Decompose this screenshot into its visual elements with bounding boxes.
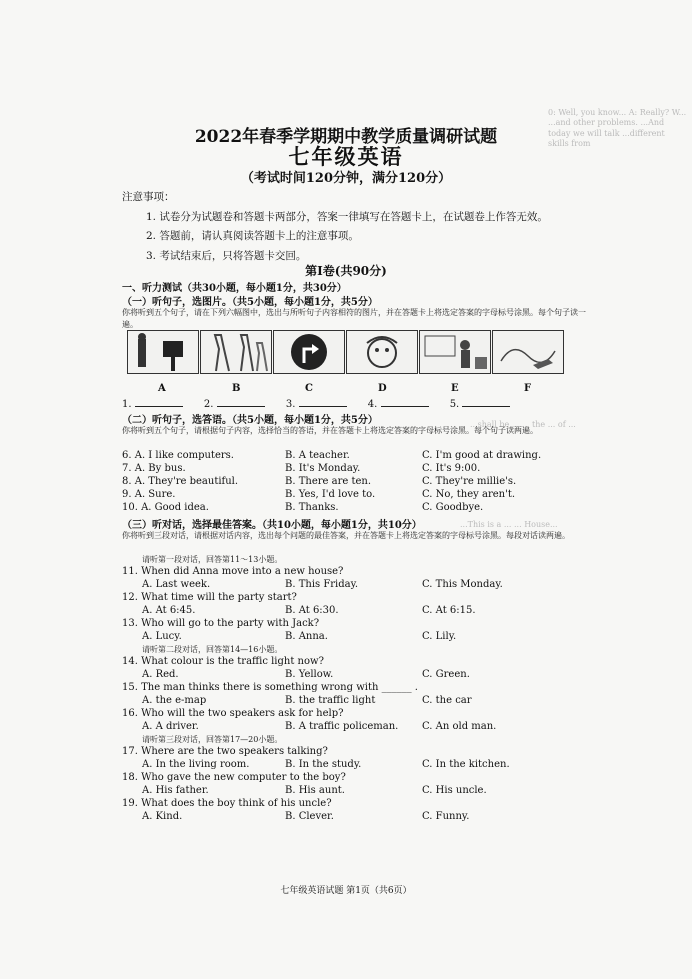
option: C. His uncle. — [422, 785, 487, 796]
turn-right-sign-picture — [273, 330, 345, 374]
picture-letter: F — [524, 383, 532, 394]
option: A. Red. — [142, 669, 179, 680]
option: C. This Monday. — [422, 579, 503, 590]
option: C. An old man. — [422, 721, 497, 732]
option: A. Lucy. — [142, 631, 182, 642]
exam-title: 2022年春季学期期中教学质量调研试题 — [194, 127, 498, 147]
option: B. In the study. — [285, 759, 362, 770]
subpart-heading: （二）听句子，选答语。（共5小题，每小题1分，共5分） — [122, 415, 378, 426]
option: B. It's Monday. — [285, 463, 361, 474]
answer-blank[interactable] — [135, 396, 183, 407]
classroom-picture — [419, 330, 491, 374]
option: C. In the kitchen. — [422, 759, 510, 770]
option: A. A driver. — [142, 721, 199, 732]
subject-title: 七年级英语 — [288, 144, 404, 169]
dialogue-intro: 请听第三段对话，回答第17—20小题。 — [142, 735, 283, 744]
notes-heading: 注意事项： — [122, 191, 175, 203]
option: C. They're millie's. — [422, 476, 517, 487]
blank-number: 4. — [367, 399, 378, 410]
instructions: 你将听到三段对话，请根据对话内容，选出每个问题的最佳答案，并在答题卡上将选定答案的字母标号涂黑。每段对话读两遍。 — [122, 531, 570, 540]
question-line: 10. A. Good idea. — [122, 502, 209, 513]
option: C. Goodbye. — [422, 502, 484, 513]
bleed-through-text: ...shall be ... ... the ... of ... — [470, 420, 576, 429]
option: C. Lily. — [422, 631, 457, 642]
dialogue-intro: 请听第一段对话，回答第11～13小题。 — [142, 555, 283, 564]
picture-row — [127, 330, 562, 374]
question-line: 13. Who will go to the party with Jack? — [122, 618, 320, 629]
picture-letter: D — [378, 383, 387, 394]
option: B. A traffic policeman. — [285, 721, 399, 732]
picture-letter: B — [232, 383, 241, 394]
blank-number: 2. — [203, 399, 214, 410]
option: B. His aunt. — [285, 785, 345, 796]
part-heading: 一、听力测试（共30小题，每小题1分，共30分） — [122, 283, 347, 294]
picture-letter: C — [305, 383, 313, 394]
question-line: 7. A. By bus. — [122, 463, 186, 474]
option: B. At 6:30. — [285, 605, 339, 616]
bleed-through-text: ...This is a ... ... House... — [460, 520, 558, 529]
exam-duration: （考试时间120分钟，满分120分） — [240, 171, 452, 186]
option: C. Green. — [422, 669, 470, 680]
option: A. Last week. — [142, 579, 211, 590]
question-line: 14. What colour is the traffic light now? — [122, 656, 324, 667]
instructions: 你将听到五个句子，请根据句子内容，选择恰当的答语，并在答题卡上将选定答案的字母标号涂黑。每个句子读两遍。 — [122, 426, 538, 435]
option: C. It's 9:00. — [422, 463, 481, 474]
answer-blank[interactable] — [217, 396, 265, 407]
option: B. Clever. — [285, 811, 334, 822]
option: C. I'm good at drawing. — [422, 450, 542, 461]
picture-letter: E — [451, 383, 459, 394]
option: A. the e-map — [142, 695, 207, 706]
option: A. At 6:45. — [142, 605, 196, 616]
question-line: 19. What does the boy think of his uncle? — [122, 798, 332, 809]
option: B. This Friday. — [285, 579, 359, 590]
option: B. Yellow. — [285, 669, 334, 680]
section-title: 第I卷(共90分) — [305, 264, 387, 278]
answer-blank[interactable] — [381, 396, 429, 407]
option: B. Yes, I'd love to. — [285, 489, 376, 500]
option: B. Thanks. — [285, 502, 339, 513]
instructions: 你将听到五个句子，请在下列六幅图中，选出与所听句子内容相符的图片，并在答题卡上将选定答案的字母标号涂黑。每个句子读一遍。 — [122, 308, 586, 329]
option: A. His father. — [142, 785, 209, 796]
option: B. There are ten. — [285, 476, 372, 487]
giraffes-picture — [200, 330, 272, 374]
question-line: 12. What time will the party start? — [122, 592, 297, 603]
question-line: 16. Who will the two speakers ask for help? — [122, 708, 344, 719]
bleed-through-text: 0: Well, you know... A: Really? W... ...and other problems. ...And today we will talk ...different skills from — [548, 108, 687, 149]
blank-number: 3. — [285, 399, 296, 410]
blank-number: 5. — [449, 399, 460, 410]
question-line: 9. A. Sure. — [122, 489, 176, 500]
question-line: 17. Where are the two speakers talking? — [122, 746, 328, 757]
blank-number: 1. — [122, 399, 132, 410]
answer-blank[interactable] — [462, 396, 510, 407]
note-item: 2. 答题前，请认真阅读答题卡上的注意事项。 — [146, 230, 359, 242]
subpart-heading: （三）听对话，选择最佳答案。（共10小题，每小题1分，共10分） — [122, 520, 422, 531]
question-line: 8. A. They're beautiful. — [122, 476, 239, 487]
hand-drawing-picture — [492, 330, 564, 374]
notes-block — [122, 188, 548, 266]
page-footer: 七年级英语试题 第1页（共6页） — [280, 886, 412, 896]
postman-mailbox-picture — [127, 330, 199, 374]
picture-letter: A — [158, 383, 166, 394]
note-item: 3. 考试结束后，只将答题卡交回。 — [146, 249, 307, 262]
opera-mask-picture — [346, 330, 418, 374]
option: C. At 6:15. — [422, 605, 476, 616]
subpart-heading: （一）听句子，选图片。（共5小题，每小题1分，共5分） — [122, 297, 378, 308]
note-item: 1. 试卷分为试题卷和答题卡两部分，答案一律填写在答题卡上，在试题卷上作答无效。 — [146, 210, 548, 223]
question-line: 18. Who gave the new computer to the boy? — [122, 772, 346, 783]
answer-blank[interactable] — [299, 396, 347, 407]
question-line: 15. The man thinks there is something wrong with ______ . — [122, 682, 418, 693]
dialogue-intro: 请听第二段对话，回答第14—16小题。 — [142, 645, 283, 654]
answer-blanks — [122, 396, 528, 410]
option: C. Funny. — [422, 811, 470, 822]
option: A. Kind. — [142, 811, 183, 822]
option: B. the traffic light — [285, 695, 376, 706]
question-line: 11. When did Anna move into a new house? — [122, 566, 344, 577]
option: C. No, they aren't. — [422, 489, 516, 500]
option: B. A teacher. — [285, 450, 350, 461]
option: C. the car — [422, 695, 472, 706]
option: A. In the living room. — [142, 759, 250, 770]
option: B. Anna. — [285, 631, 328, 642]
question-line: 6. A. I like computers. — [122, 450, 234, 461]
